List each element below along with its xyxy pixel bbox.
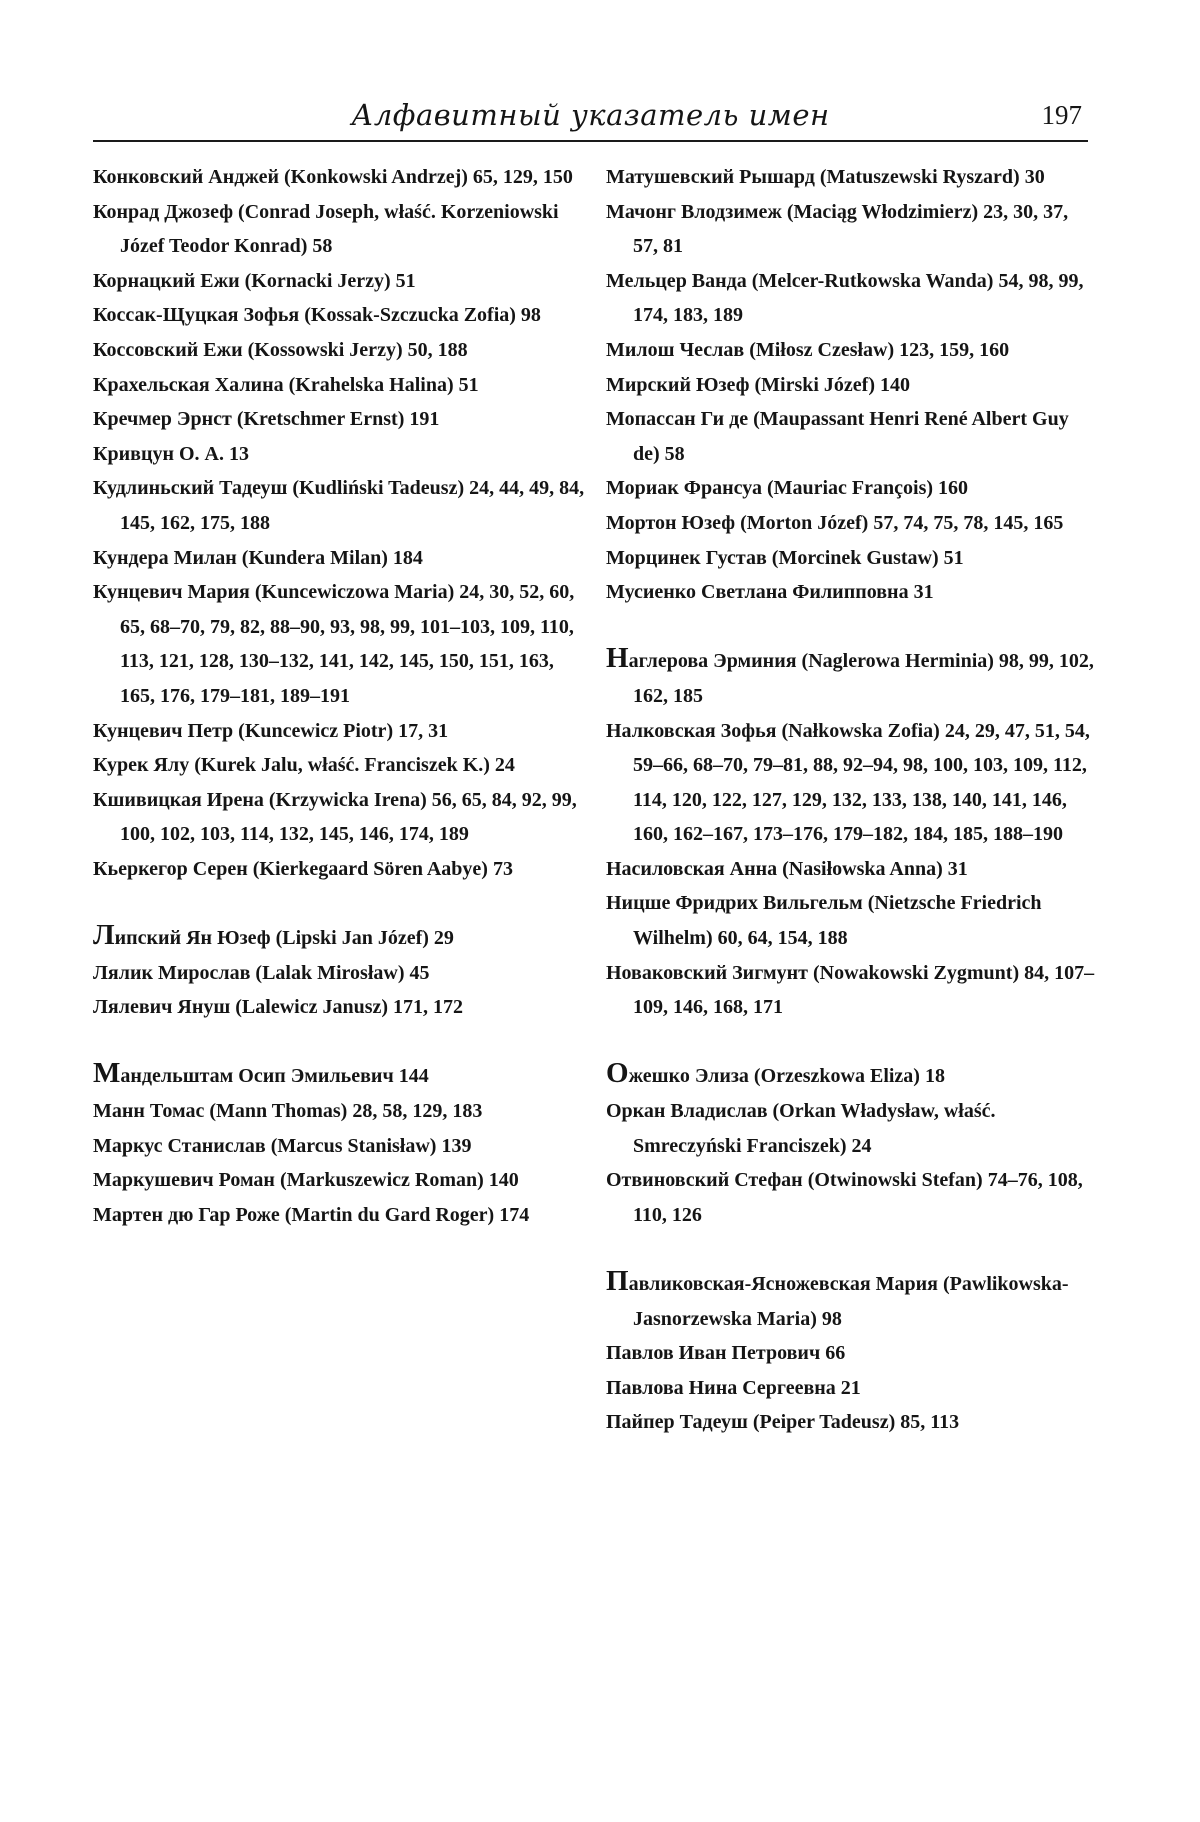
index-entry-text: жешко Элиза (Orzeszkowa Eliza) 18 (628, 1065, 945, 1088)
index-entry (93, 1198, 593, 1233)
index-column-left (93, 160, 593, 1232)
index-entry (93, 714, 593, 749)
letter-initial: М (93, 1057, 121, 1090)
index-entry-text: Милош Чеслав (Miłosz Czesław) 123, 159, 160 (606, 338, 1010, 361)
index-entry (93, 956, 593, 991)
index-entry-text: авликовская-Ясножевская Мария (Pawlikowska-Jasnorzewska Maria) 98 (628, 1273, 1069, 1330)
index-entry (606, 1267, 1098, 1336)
letter-group-gap (606, 1025, 1098, 1060)
index-entry (93, 1163, 593, 1198)
index-entry (606, 368, 1098, 403)
index-entry-text: аглерова Эрминия (Naglerowa Herminia) 98, 99, 102, 162, 185 (628, 650, 1094, 707)
index-entry (606, 333, 1098, 368)
letter-group-gap (606, 610, 1098, 645)
index-entry (93, 1059, 593, 1094)
index-entry (93, 990, 593, 1025)
index-entry-text: Кунцевич Мария (Kuncewiczowa Maria) 24, 30, 52, 60, 65, 68–70, 79, 82, 88–90, 93, 98, 99, 101–103, 109, 110, 113, 121, 128, 130–132, 141, 142, 145, 150, 151, 163, 165, 176, 179–181, 189–191 (93, 581, 575, 707)
index-entry-text: Мортон Юзеф (Morton Józef) 57, 74, 75, 78, 145, 165 (606, 511, 1064, 534)
index-entry (93, 368, 593, 403)
index-entry-text: Отвиновский Стефан (Otwinowski Stefan) 74–76, 108, 110, 126 (606, 1169, 1083, 1226)
index-entry-text: Мирский Юзеф (Mirski Józef) 140 (606, 373, 910, 396)
index-entry-text: Курек Ялу (Kurek Jalu, właść. Franciszek K.) 24 (93, 754, 515, 777)
index-entry-text: Кунцевич Петр (Kuncewicz Piotr) 17, 31 (93, 719, 449, 742)
index-entry (606, 956, 1098, 1025)
index-entry (606, 1094, 1098, 1163)
letter-group-gap (93, 1025, 593, 1060)
letter-initial: Л (93, 919, 115, 952)
index-entry-text: Насиловская Анна (Nasiłowska Anna) 31 (606, 857, 968, 880)
letter-initial: П (606, 1265, 629, 1297)
index-entry (93, 1094, 593, 1129)
index-entry (93, 783, 593, 852)
index-entry-text: Лялик Мирослав (Lalak Mirosław) 45 (93, 961, 430, 984)
page-header (93, 92, 1088, 142)
index-entry (606, 402, 1098, 471)
index-entry (93, 748, 593, 783)
index-entry (606, 644, 1098, 713)
index-entry (606, 1371, 1098, 1406)
index-entry-text: Павлова Нина Сергеевна 21 (606, 1376, 861, 1399)
index-entry-text: Морцинек Густав (Morcinek Gustaw) 51 (606, 546, 964, 569)
page-number: 197 (1041, 100, 1082, 130)
index-entry-text: Павлов Иван Петрович 66 (606, 1342, 846, 1365)
index-entry (606, 575, 1098, 610)
index-entry-text: Мопассан Ги де (Maupassant Henri René Albert Guy de) 58 (606, 408, 1069, 465)
index-entry (606, 1059, 1098, 1094)
index-entry (93, 437, 593, 472)
index-entry (606, 506, 1098, 541)
index-entry (93, 264, 593, 299)
index-entry-text: Коссовский Ежи (Kossowski Jerzy) 50, 188 (93, 338, 468, 361)
index-entry-text: Корнацкий Ежи (Kornacki Jerzy) 51 (93, 269, 416, 292)
index-entry-text: Пайпер Тадеуш (Peiper Tadeusz) 85, 113 (606, 1411, 960, 1434)
index-entry-text: Кьеркегор Серен (Kierkegaard Sören Aabye) 73 (93, 857, 513, 880)
index-entry (93, 852, 593, 887)
index-entry (93, 921, 593, 956)
index-entry (606, 886, 1098, 955)
index-entry (606, 471, 1098, 506)
index-entry (606, 541, 1098, 576)
index-entry-text: Мачонг Влодзимеж (Maciąg Włodzimierz) 23, 30, 37, 57, 81 (606, 200, 1069, 258)
index-entry (93, 333, 593, 368)
index-entry (606, 714, 1098, 852)
letter-group-gap (93, 886, 593, 921)
index-entry (606, 1405, 1098, 1440)
index-entry-text: Мельцер Ванда (Melcer-Rutkowska Wanda) 54, 98, 99, 174, 183, 189 (606, 269, 1084, 327)
index-entry (93, 195, 593, 264)
index-entry-text: Манн Томас (Mann Thomas) 28, 58, 129, 183 (93, 1100, 483, 1123)
index-entry (93, 402, 593, 437)
index-entry-text: Кривцун О. А. 13 (93, 442, 249, 465)
index-entry-text: Лялевич Януш (Lalewicz Janusz) 171, 172 (93, 996, 464, 1019)
letter-initial: Н (606, 642, 629, 675)
index-entry (93, 471, 593, 540)
index-entry-text: Ницше Фридрих Вильгельм (Nietzsche Friedrich Wilhelm) 60, 64, 154, 188 (606, 892, 1042, 950)
index-entry (606, 1336, 1098, 1371)
index-entry-text: Налковская Зофья (Nałkowska Zofia) 24, 29, 47, 51, 54, 59–66, 68–70, 79–81, 88, 92–94, 98, 100, 103, 109, 112, 114, 120, 122, 127, 129, 132, 133, 138, 140, 141, 146, 160, 162–167, 173–176, 179–182, 184, 185, 188–190 (606, 719, 1090, 846)
index-entry-text: Новаковский Зигмунт (Nowakowski Zygmunt) 84, 107–109, 146, 168, 171 (606, 961, 1095, 1019)
index-entry-text: Оркан Владислав (Orkan Władysław, właść. Smreczyński Franciszek) 24 (606, 1100, 996, 1157)
index-entry-text: Коссак-Щуцкая Зофья (Kossak-Szczucka Zofia) 98 (93, 304, 541, 327)
index-entry-text: Конрад Джозеф (Conrad Joseph, właść. Korzeniowski Józef Teodor Konrad) 58 (93, 200, 559, 258)
index-entry (606, 195, 1098, 264)
index-column-right (606, 160, 1098, 1440)
index-entry (606, 1163, 1098, 1232)
index-entry-text: андельштам Осип Эмильевич 144 (120, 1065, 429, 1088)
index-entry-text: ипский Ян Юзеф (Lipski Jan Józef) 29 (114, 927, 454, 950)
index-entry-text: Конковский Анджей (Konkowski Andrzej) 65, 129, 150 (93, 166, 573, 188)
index-entry-text: Кшивицкая Ирена (Krzywicka Irena) 56, 65, 84, 92, 99, 100, 102, 103, 114, 132, 145, 146, 174, 189 (93, 788, 577, 846)
index-entry (93, 298, 593, 333)
index-entry-text: Маркушевич Роман (Markuszewicz Roman) 140 (93, 1169, 519, 1192)
index-entry (606, 852, 1098, 887)
index-entry (606, 264, 1098, 333)
index-entry-text: Мусиенко Светлана Филипповна 31 (606, 581, 934, 604)
index-entry (93, 541, 593, 576)
index-entry-text: Кундера Милан (Kundera Milan) 184 (93, 546, 423, 569)
index-entry-text: Мориак Франсуа (Mauriac François) 160 (606, 477, 969, 500)
index-entry-text: Крахельская Халина (Krahelska Halina) 51 (93, 373, 479, 396)
letter-initial: О (606, 1057, 629, 1090)
index-entry (93, 575, 593, 713)
index-entry-text: Кречмер Эрнст (Kretschmer Ernst) 191 (93, 408, 440, 431)
index-entry-text: Маркус Станислав (Marcus Stanisław) 139 (93, 1134, 472, 1157)
index-entry-text: Кудлиньский Тадеуш (Kudliński Tadeusz) 24, 44, 49, 84, 145, 162, 175, 188 (93, 477, 585, 534)
index-entry (93, 1129, 593, 1164)
running-title: Алфавитный указатель имен (351, 98, 830, 132)
index-entry-text: Матушевский Рышард (Matuszewski Ryszard) 30 (606, 166, 1045, 188)
letter-group-gap (606, 1232, 1098, 1267)
index-entry (93, 160, 593, 195)
index-entry-text: Мартен дю Гар Роже (Martin du Gard Roger) 174 (93, 1203, 530, 1226)
index-entry (606, 160, 1098, 195)
